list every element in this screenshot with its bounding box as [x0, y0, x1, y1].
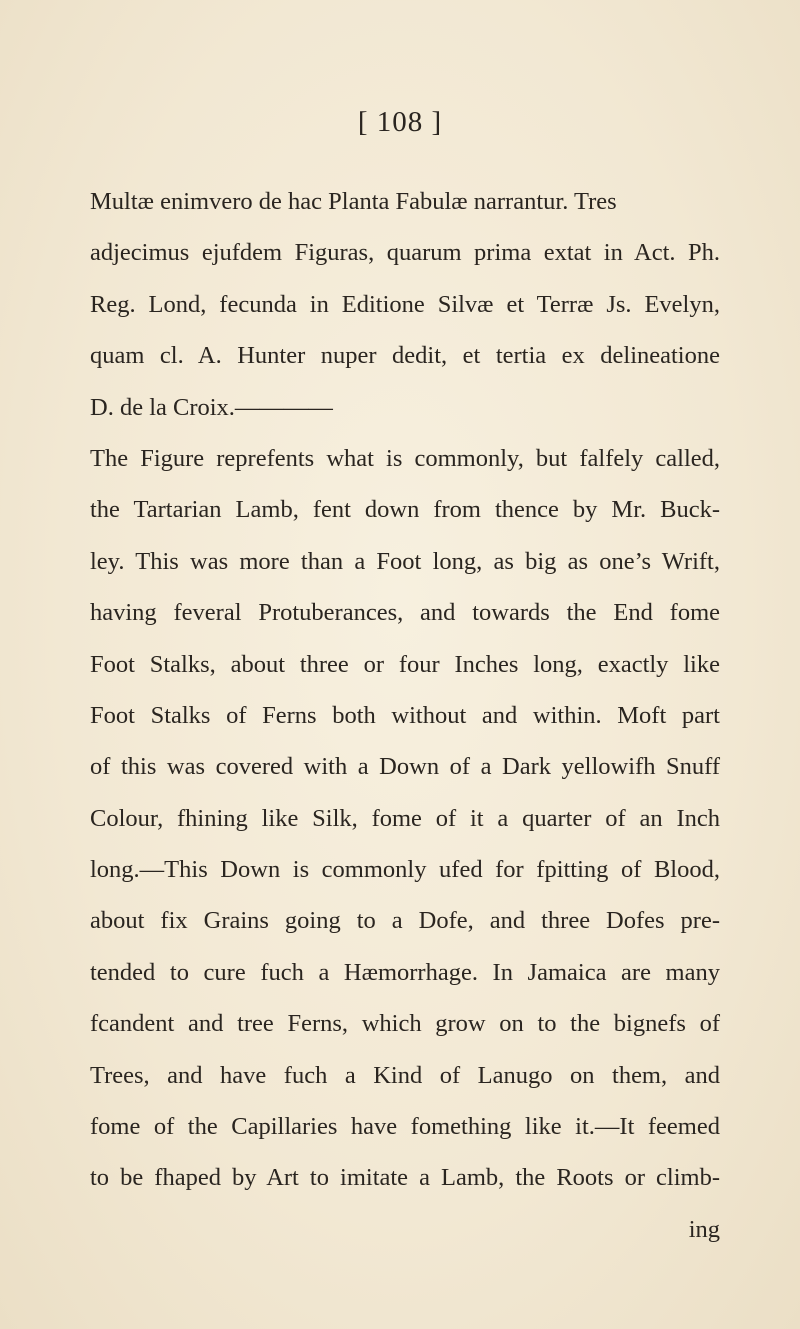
text-line: long.—This Down is commonly ufed for fpitting of Blood, — [90, 856, 720, 884]
text-line: to be fhaped by Art to imitate a Lamb, the Roots or climb- — [90, 1164, 720, 1192]
text-line: D. de la Croix.———— — [90, 393, 333, 421]
text-line: ley. This was more than a Foot long, as big as one’s Wrift, — [90, 547, 720, 575]
text-line: Foot Stalks of Ferns both without and within. Moft part — [90, 701, 720, 729]
catchword: ing — [688, 1215, 720, 1243]
text-line: adjecimus ejufdem Figuras, quarum prima extat in Act. Ph. — [90, 239, 720, 267]
text-line: Reg. Lond, fecunda in Editione Silvæ et Terræ Js. Evelyn, — [90, 290, 720, 318]
text-line: the Tartarian Lamb, fent down from thence by Mr. Buck- — [90, 496, 720, 524]
text-line: about fix Grains going to a Dofe, and three Dofes pre- — [90, 907, 720, 935]
page-number: [ 108 ] — [357, 106, 443, 138]
body-text — [90, 176, 720, 1255]
text-line: quam cl. A. Hunter nuper dedit, et tertia ex delineatione — [90, 342, 720, 370]
text-line: fome of the Capillaries have fomething like it.—It feemed — [90, 1113, 720, 1141]
text-line: of this was covered with a Down of a Dark yellowifh Snuff — [90, 753, 720, 781]
text-line: Foot Stalks, about three or four Inches long, exactly like — [90, 650, 720, 678]
text-line: having feveral Protuberances, and towards the End fome — [90, 599, 720, 627]
text-line: The Figure reprefents what is commonly, but falfely called, — [90, 444, 720, 472]
text-line: fcandent and tree Ferns, which grow on to the bignefs of — [90, 1010, 720, 1038]
text-line: Colour, fhining like Silk, fome of it a quarter of an Inch — [90, 804, 720, 832]
text-line: tended to cure fuch a Hæmorrhage. In Jamaica are many — [90, 958, 720, 986]
text-line: Multæ enimvero de hac Planta Fabulæ narrantur. Tres — [90, 188, 617, 215]
text-line: Trees, and have fuch a Kind of Lanugo on them, and — [90, 1061, 720, 1089]
